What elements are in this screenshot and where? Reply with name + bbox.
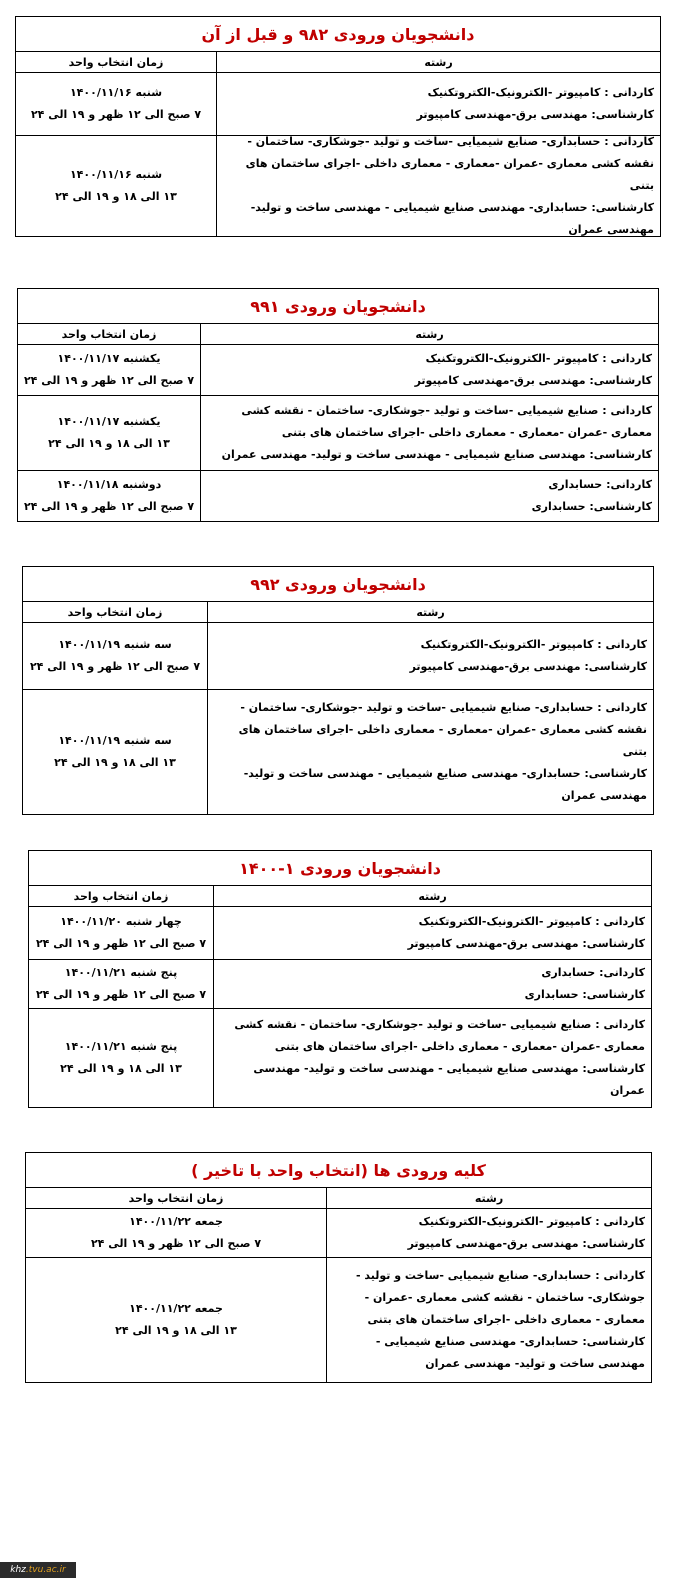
time-hours: ۷ صبح الی ۱۲ ظهر و ۱۹ الی ۲۴: [90, 1237, 262, 1250]
table-title: کلیه ورودی ها (انتخاب واحد با تاخیر ): [26, 1153, 651, 1188]
header-major: رشته: [200, 324, 658, 344]
time-hours: ۷ صبح الی ۱۲ ظهر و ۱۹ الی ۲۴: [35, 988, 207, 1001]
major-line: کارشناسی: مهندسی صنایع شیمیایی - مهندسی ساخت و تولید- مهندسی عمران: [221, 448, 652, 461]
header-time: زمان انتخاب واحد: [61, 327, 157, 341]
table-row: [29, 1009, 651, 1107]
time-cell: [26, 1258, 326, 1382]
major-line: جوشکاری- ساختمان - نقشه کشی معماری -عمران -: [364, 1291, 645, 1304]
major-line: کاردانی: حسابداری: [541, 966, 645, 979]
major-cell: [207, 690, 653, 814]
header-time: زمان انتخاب واحد: [68, 55, 164, 69]
header-major: رشته: [326, 1188, 651, 1208]
major-line: کارشناسی: حسابداری- مهندسی صنایع شیمیایی -: [375, 1335, 645, 1348]
header-major: رشته: [213, 886, 651, 906]
table-row: [18, 345, 658, 396]
header-time: زمان انتخاب واحد: [128, 1191, 224, 1205]
major-cell: [326, 1258, 651, 1382]
major-cell: [326, 1209, 651, 1257]
major-line: معماری -عمران -معماری - معماری داخلی -اجرای ساختمان های بتنی: [281, 426, 652, 439]
time-hours: ۷ صبح الی ۱۲ ظهر و ۱۹ الی ۲۴: [35, 937, 207, 950]
table-row: [18, 396, 658, 471]
schedule-table-4: [28, 850, 652, 1108]
schedule-table-5: [25, 1152, 652, 1383]
table-title: دانشجویان ورودی ۹۹۲: [23, 567, 653, 602]
major-line: کاردانی : کامپیوتر -الکترونیک-الکتروتکنیک: [427, 86, 654, 99]
time-date: شنبه ۱۴۰۰/۱۱/۱۶: [69, 86, 163, 99]
major-line: کارشناسی: مهندسی صنایع شیمیایی - مهندسی ساخت و تولید- مهندسی: [253, 1062, 645, 1075]
major-line: عمران: [610, 1084, 645, 1097]
time-cell: [23, 623, 207, 689]
time-hours: ۱۳ الی ۱۸ و ۱۹ الی ۲۴: [115, 1324, 237, 1337]
time-hours: ۷ صبح الی ۱۲ ظهر و ۱۹ الی ۲۴: [29, 660, 201, 673]
major-line: مهندسی ساخت و تولید- مهندسی عمران: [425, 1357, 645, 1370]
time-hours: ۱۳ الی ۱۸ و ۱۹ الی ۲۴: [60, 1062, 182, 1075]
major-line: کارشناسی: مهندسی برق-مهندسی کامپیوتر: [416, 108, 654, 121]
table-header: [29, 886, 651, 907]
table-title: دانشجویان ورودی ۹۸۲ و قبل از آن: [16, 17, 660, 52]
time-date: یکشنبه ۱۴۰۰/۱۱/۱۷: [57, 415, 161, 428]
time-cell: [18, 345, 200, 395]
time-date: سه شنبه ۱۴۰۰/۱۱/۱۹: [58, 734, 172, 747]
time-date: دوشنبه ۱۴۰۰/۱۱/۱۸: [56, 478, 162, 491]
time-date: پنج شنبه ۱۴۰۰/۱۱/۲۱: [64, 966, 178, 979]
major-cell: [213, 1009, 651, 1107]
major-line: کارشناسی: مهندسی برق-مهندسی کامپیوتر: [414, 374, 652, 387]
major-line: کاردانی : حسابداری- صنایع شیمیایی -ساخت و تولید -: [355, 1269, 645, 1282]
header-time: زمان انتخاب واحد: [67, 605, 163, 619]
major-cell: [200, 471, 658, 521]
schedule-table-2: [17, 288, 659, 522]
major-cell: [213, 960, 651, 1008]
table-header: [23, 602, 653, 623]
time-cell: [29, 1009, 213, 1107]
time-hours: ۷ صبح الی ۱۲ ظهر و ۱۹ الی ۲۴: [30, 108, 202, 121]
time-date: پنج شنبه ۱۴۰۰/۱۱/۲۱: [64, 1040, 178, 1053]
major-line: کاردانی : صنایع شیمیایی -ساخت و تولید -جوشکاری- ساختمان - نقشه کشی: [234, 1018, 645, 1031]
time-cell: [26, 1209, 326, 1257]
header-major: رشته: [216, 52, 660, 72]
table-header: [16, 52, 660, 73]
table-row: [29, 907, 651, 960]
table-title: دانشجویان ورودی ۹۹۱: [18, 289, 658, 324]
schedule-table-3: [22, 566, 654, 815]
time-hours: ۷ صبح الی ۱۲ ظهر و ۱۹ الی ۲۴: [23, 374, 195, 387]
table-row: [23, 690, 653, 814]
time-date: جمعه ۱۴۰۰/۱۱/۲۲: [129, 1302, 223, 1315]
time-hours: ۱۳ الی ۱۸ و ۱۹ الی ۲۴: [54, 756, 176, 769]
major-line: کاردانی: حسابداری: [548, 478, 652, 491]
table-row: [16, 136, 660, 236]
time-cell: [29, 960, 213, 1008]
major-line: نقشه کشی معماری -عمران -معماری - معماری داخلی -اجرای ساختمان های: [238, 723, 647, 736]
table-title: دانشجویان ورودی ۱-۱۴۰۰: [29, 851, 651, 886]
major-line: مهندسی عمران: [561, 789, 647, 802]
major-line: کاردانی : حسابداری- صنایع شیمیایی -ساخت و تولید -جوشکاری- ساختمان -: [247, 135, 654, 148]
major-line: کارشناسی: مهندسی برق-مهندسی کامپیوتر: [407, 937, 645, 950]
major-cell: [216, 136, 660, 236]
time-cell: [18, 471, 200, 521]
logo-accent-text: .tvu.ac.ir: [25, 1565, 66, 1575]
time-hours: ۱۳ الی ۱۸ و ۱۹ الی ۲۴: [48, 437, 170, 450]
major-cell: [216, 73, 660, 135]
logo-main-text: khz: [10, 1565, 26, 1575]
major-cell: [200, 396, 658, 470]
major-line: کارشناسی: حسابداری: [531, 500, 652, 513]
table-header: [18, 324, 658, 345]
major-line: کارشناسی: مهندسی برق-مهندسی کامپیوتر: [407, 1237, 645, 1250]
major-line: کاردانی : کامپیوتر -الکترونیک-الکتروتکنیک: [418, 915, 645, 928]
table-row: [26, 1209, 651, 1258]
time-date: یکشنبه ۱۴۰۰/۱۱/۱۷: [57, 352, 161, 365]
major-line: کاردانی : حسابداری- صنایع شیمیایی -ساخت و تولید -جوشکاری- ساختمان -: [240, 701, 647, 714]
table-row: [23, 623, 653, 690]
major-line: بتنی: [622, 745, 647, 758]
time-date: جمعه ۱۴۰۰/۱۱/۲۲: [129, 1215, 223, 1228]
time-cell: [18, 396, 200, 470]
major-line: کاردانی : کامپیوتر -الکترونیک-الکتروتکنیک: [425, 352, 652, 365]
table-header: [26, 1188, 651, 1209]
time-date: سه شنبه ۱۴۰۰/۱۱/۱۹: [58, 638, 172, 651]
major-line: کارشناسی: مهندسی برق-مهندسی کامپیوتر: [409, 660, 647, 673]
table-row: [26, 1258, 651, 1382]
major-line: معماری - معماری داخلی -اجرای ساختمان های بتنی: [367, 1313, 645, 1326]
major-line: کاردانی : کامپیوتر -الکترونیک-الکتروتکنیک: [420, 638, 647, 651]
major-line: مهندسی عمران: [568, 223, 654, 236]
major-line: کارشناسی: حسابداری: [524, 988, 645, 1001]
major-cell: [213, 907, 651, 959]
major-line: کارشناسی: حسابداری- مهندسی صنایع شیمیایی - مهندسی ساخت و تولید-: [250, 201, 654, 214]
header-major: رشته: [207, 602, 653, 622]
time-date: شنبه ۱۴۰۰/۱۱/۱۶: [69, 168, 163, 181]
major-cell: [200, 345, 658, 395]
major-cell: [207, 623, 653, 689]
time-hours: ۷ صبح الی ۱۲ ظهر و ۱۹ الی ۲۴: [23, 500, 195, 513]
header-time: زمان انتخاب واحد: [73, 889, 169, 903]
major-line: نقشه کشی معماری -عمران -معماری - معماری داخلی -اجرای ساختمان های بتنی: [245, 157, 654, 192]
site-logo[interactable]: [0, 1562, 76, 1578]
time-cell: [29, 907, 213, 959]
time-date: چهار شنبه ۱۴۰۰/۱۱/۲۰: [60, 915, 182, 928]
time-cell: [23, 690, 207, 814]
time-cell: [16, 73, 216, 135]
major-line: کارشناسی: حسابداری- مهندسی صنایع شیمیایی - مهندسی ساخت و تولید-: [243, 767, 647, 780]
table-row: [18, 471, 658, 521]
major-line: کاردانی : صنایع شیمیایی -ساخت و تولید -جوشکاری- ساختمان - نقشه کشی: [241, 404, 652, 417]
table-row: [29, 960, 651, 1009]
table-row: [16, 73, 660, 136]
major-line: معماری -عمران -معماری - معماری داخلی -اجرای ساختمان های بتنی: [274, 1040, 645, 1053]
major-line: کاردانی : کامپیوتر -الکترونیک-الکتروتکنیک: [418, 1215, 645, 1228]
time-hours: ۱۳ الی ۱۸ و ۱۹ الی ۲۴: [55, 190, 177, 203]
time-cell: [16, 136, 216, 236]
schedule-table-1: [15, 16, 661, 237]
